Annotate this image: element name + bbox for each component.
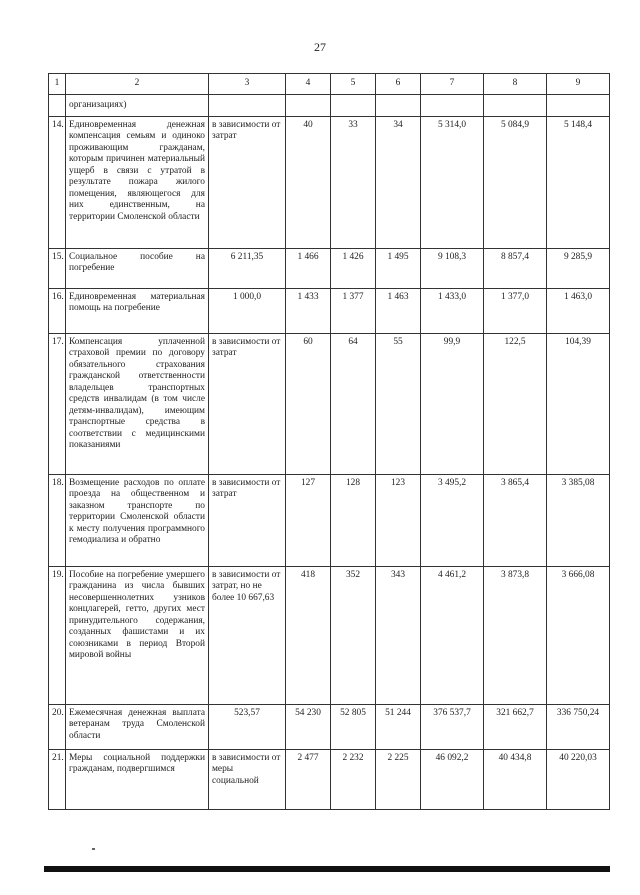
row-value-8: 3 865,4 [484, 475, 547, 567]
row-number: 14. [49, 117, 66, 249]
row-value-8: 122,5 [484, 334, 547, 475]
row-value-4: 1 433 [286, 289, 331, 334]
header-cell: 7 [421, 74, 484, 95]
row-value-9: 3 666,08 [547, 567, 610, 705]
row-value-5: 64 [331, 334, 376, 475]
row-name: Единовременная материальная помощь на погребение [66, 289, 209, 334]
row-value-7: 3 495,2 [421, 475, 484, 567]
row-amount: в зависимости от затрат, но не более 10 667,63 [209, 567, 286, 705]
table-row [49, 750, 610, 810]
row-value-4: 1 466 [286, 249, 331, 289]
row-name: Возмещение расходов по оплате проезда на общественном и заказном транспорте по территории Смоленской области к месту получения программного гемодиализа и обратно [66, 475, 209, 567]
row-value-7: 5 314,0 [421, 117, 484, 249]
row-number: 19. [49, 567, 66, 705]
row-value-5: 33 [331, 117, 376, 249]
scan-bottom-edge [44, 866, 610, 872]
row-value-7: 46 092,2 [421, 750, 484, 810]
table-row [49, 334, 610, 475]
row-value-5: 52 805 [331, 705, 376, 750]
row-value-9: 5 148,4 [547, 117, 610, 249]
row-value-9: 104,39 [547, 334, 610, 475]
row-value-9: 336 750,24 [547, 705, 610, 750]
row-value-9: 9 285,9 [547, 249, 610, 289]
row-value-5: 2 232 [331, 750, 376, 810]
row-value-5: 352 [331, 567, 376, 705]
row-value-6: 123 [376, 475, 421, 567]
row-value-8: 5 084,9 [484, 117, 547, 249]
row-value-9: 40 220,03 [547, 750, 610, 810]
row-number: 16. [49, 289, 66, 334]
row-name: Пособие на погребение умершего гражданина из числа бывших несовершеннолетних узников концлагерей, гетто, других мест принудительного содержания, созданных фашистами и их союзниками в период Второй мировой войны [66, 567, 209, 705]
row-value-8: 321 662,7 [484, 705, 547, 750]
table-row [49, 567, 610, 705]
table-row [49, 705, 610, 750]
row-value-6: 34 [376, 117, 421, 249]
row-value-4: 418 [286, 567, 331, 705]
row-value-6: 55 [376, 334, 421, 475]
row-value-7: 99,9 [421, 334, 484, 475]
row-name: Ежемесячная денежная выплата ветеранам труда Смоленской области [66, 705, 209, 750]
row-amount: в зависимости от затрат [209, 475, 286, 567]
row-name: Компенсация уплаченной страховой премии по договору обязательного страхования гражданской ответственности владельцев транспортных средств инвалидам (в том числе детям-инвалидам), имеющим транспортные средства в соответствии с медицинскими показаниями [66, 334, 209, 475]
header-cell: 8 [484, 74, 547, 95]
row-amount: 6 211,35 [209, 249, 286, 289]
scan-artifact [92, 848, 95, 850]
row-value-9: 1 463,0 [547, 289, 610, 334]
row-amount: в зависимости от затрат [209, 334, 286, 475]
row-value-7: 9 108,3 [421, 249, 484, 289]
row-amount: в зависимости от меры социальной [209, 750, 286, 810]
header-cell: 5 [331, 74, 376, 95]
row-value-6: 51 244 [376, 705, 421, 750]
header-cell: 9 [547, 74, 610, 95]
row-value-8: 40 434,8 [484, 750, 547, 810]
table-row [49, 289, 610, 334]
row-value-6: 1 463 [376, 289, 421, 334]
row-name: Меры социальной поддержки гражданам, подвергшимся [66, 750, 209, 810]
row-number: 17. [49, 334, 66, 475]
row-value-6: 1 495 [376, 249, 421, 289]
header-cell: 4 [286, 74, 331, 95]
row-value-4: 2 477 [286, 750, 331, 810]
continuation-text: организациях) [66, 95, 209, 117]
row-value-8: 3 873,8 [484, 567, 547, 705]
data-table [48, 73, 610, 810]
row-value-8: 8 857,4 [484, 249, 547, 289]
row-value-5: 1 426 [331, 249, 376, 289]
row-value-5: 128 [331, 475, 376, 567]
row-number: 20. [49, 705, 66, 750]
row-amount: 523,57 [209, 705, 286, 750]
row-number: 15. [49, 249, 66, 289]
row-number: 18. [49, 475, 66, 567]
row-value-4: 127 [286, 475, 331, 567]
table-row-continuation [49, 95, 610, 117]
header-cell: 1 [49, 74, 66, 95]
row-value-5: 1 377 [331, 289, 376, 334]
row-name: Единовременная денежная компенсация семьям и одиноко проживающим гражданам, которым причинен материальный ущерб в связи с утратой в результате пожара жилого помещения, являющегося для них единственным, на территории Смоленской области [66, 117, 209, 249]
header-cell: 3 [209, 74, 286, 95]
row-amount: 1 000,0 [209, 289, 286, 334]
table-row [49, 475, 610, 567]
table-row [49, 117, 610, 249]
row-value-6: 2 225 [376, 750, 421, 810]
row-number: 21. [49, 750, 66, 810]
row-value-8: 1 377,0 [484, 289, 547, 334]
row-name: Социальное пособие на погребение [66, 249, 209, 289]
row-value-4: 54 230 [286, 705, 331, 750]
row-amount: в зависимости от затрат [209, 117, 286, 249]
row-value-6: 343 [376, 567, 421, 705]
row-value-7: 376 537,7 [421, 705, 484, 750]
column-number-header [49, 74, 610, 95]
row-value-7: 4 461,2 [421, 567, 484, 705]
table-row [49, 249, 610, 289]
page-number: 27 [314, 40, 326, 54]
row-value-7: 1 433,0 [421, 289, 484, 334]
header-cell: 2 [66, 74, 209, 95]
row-value-4: 40 [286, 117, 331, 249]
header-cell: 6 [376, 74, 421, 95]
row-value-4: 60 [286, 334, 331, 475]
row-value-9: 3 385,08 [547, 475, 610, 567]
